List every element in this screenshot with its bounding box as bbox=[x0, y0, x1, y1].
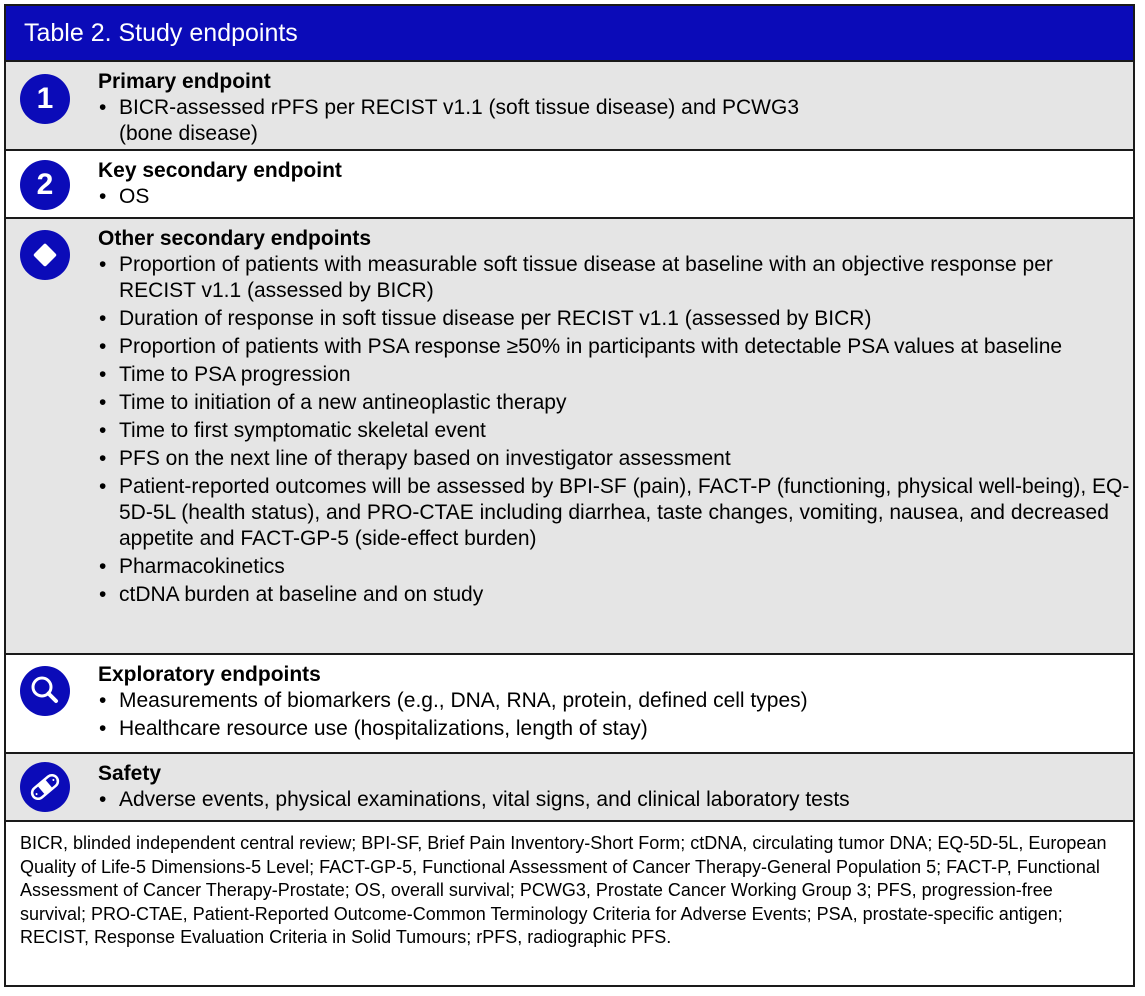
endpoint-list bbox=[98, 95, 1133, 147]
number-2-icon bbox=[20, 160, 70, 210]
magnifier-icon bbox=[20, 666, 70, 716]
diamond-icon bbox=[20, 230, 70, 280]
list-item: • PFS on the next line of therapy based on investigator assessment bbox=[98, 446, 1133, 472]
list-item: • Duration of response in soft tissue disease per RECIST v1.1 (assessed by BICR) bbox=[98, 306, 1133, 332]
number-1-icon bbox=[20, 74, 70, 124]
table-footnote: BICR, blinded independent central review; BPI-SF, Brief Pain Inventory-Short Form; ctDNA, circulating tumor DNA; EQ-5D-5L, European Quality of Life-5 Dimensions-5 Level; FACT-GP-5, Functional Assessment of Cancer Therapy-General Population 5; FACT-P, Functional Assessment of Cancer Therapy-Prostate; OS, overall survival; PCWG3, Prostate Cancer Working Group 3; PFS, progression-free survival; PRO-CTAE, Patient-Reported Outcome-Common Terminology Criteria for Adverse Events; PSA, prostate-specific antigen; RECIST, Response Evaluation Criteria in Solid Tumours; rPFS, radiographic PFS. bbox=[6, 820, 1133, 950]
study-endpoints-table bbox=[4, 4, 1135, 987]
number-1-label: 1 bbox=[36, 82, 54, 115]
endpoint-list bbox=[98, 252, 1133, 608]
section-safety bbox=[6, 752, 1133, 820]
endpoint-list bbox=[98, 787, 1133, 813]
list-item: • ctDNA burden at baseline and on study bbox=[98, 582, 1133, 608]
bandage-icon bbox=[20, 762, 70, 812]
section-key-secondary-endpoint bbox=[6, 149, 1133, 217]
section-title: Primary endpoint bbox=[98, 70, 271, 93]
section-title: Exploratory endpoints bbox=[98, 663, 321, 686]
endpoint-list bbox=[98, 184, 1133, 210]
list-item: • Time to PSA progression bbox=[98, 362, 1133, 388]
list-item: • Time to first symptomatic skeletal event bbox=[98, 418, 1133, 444]
list-item: • Patient-reported outcomes will be assessed by BPI-SF (pain), FACT-P (functioning, physical well-being), EQ-5D-5L (health status), and PRO-CTAE including diarrhea, taste changes, vomiting, nausea, and decreased appetite and FACT-GP-5 (side-effect burden) bbox=[98, 474, 1133, 552]
section-exploratory-endpoints bbox=[6, 653, 1133, 752]
section-primary-endpoint bbox=[6, 60, 1133, 149]
list-item: • Proportion of patients with measurable soft tissue disease at baseline with an objective response per RECIST v1.1 (assessed by BICR) bbox=[98, 252, 1133, 304]
list-item: • OS bbox=[98, 184, 1133, 210]
list-item: • Measurements of biomarkers (e.g., DNA, RNA, protein, defined cell types) bbox=[98, 688, 1133, 714]
list-item: • Pharmacokinetics bbox=[98, 554, 1133, 580]
list-item: • Adverse events, physical examinations, vital signs, and clinical laboratory tests bbox=[98, 787, 1133, 813]
endpoint-list bbox=[98, 688, 1133, 742]
list-item: • Time to initiation of a new antineoplastic therapy bbox=[98, 390, 1133, 416]
section-title: Safety bbox=[98, 762, 162, 785]
section-other-secondary-endpoints bbox=[6, 217, 1133, 653]
section-title: Other secondary endpoints bbox=[98, 227, 372, 250]
section-title: Key secondary endpoint bbox=[98, 159, 342, 182]
list-item: • BICR-assessed rPFS per RECIST v1.1 (soft tissue disease) and PCWG3 (bone disease) bbox=[98, 95, 1133, 147]
list-item: • Proportion of patients with PSA response ≥50% in participants with detectable PSA values at baseline bbox=[98, 334, 1133, 360]
list-item: • Healthcare resource use (hospitalizations, length of stay) bbox=[98, 716, 1133, 742]
number-2-label: 2 bbox=[36, 168, 54, 201]
table-title: Table 2. Study endpoints bbox=[6, 6, 1133, 60]
